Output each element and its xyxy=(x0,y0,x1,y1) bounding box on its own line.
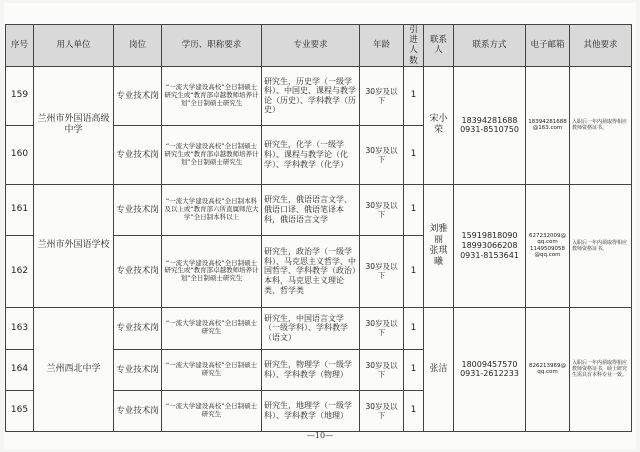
header-email: 电子邮箱 xyxy=(526,25,570,67)
row-no: 162 xyxy=(6,235,34,307)
table-header-row xyxy=(6,25,632,67)
count: 1 xyxy=(404,125,424,184)
header-major: 专业要求 xyxy=(262,25,360,67)
row-no: 164 xyxy=(6,349,34,390)
other-requirement: 入职后一年内须取得相应教师资格证书。 xyxy=(570,66,632,184)
age: 30岁及以下 xyxy=(360,184,404,235)
major-requirement: 研究生，地理学（一级学科）、学科教学（地理） xyxy=(262,390,360,431)
count: 1 xyxy=(404,307,424,349)
contact-email: 826213969@qq.com xyxy=(526,307,570,431)
contact-email: 18394281688@163.com xyxy=(526,66,570,184)
table-row xyxy=(6,66,632,125)
contact-person: 刘雅丽 张琪曦 xyxy=(424,184,454,307)
unit-name: 兰州西北中学 xyxy=(34,307,114,431)
row-no: 161 xyxy=(6,184,34,235)
contact-phone: 15919818090 18993066208 0931-8153641 xyxy=(454,184,526,307)
age: 30岁及以下 xyxy=(360,307,404,349)
post: 专业技术岗 xyxy=(114,125,162,184)
recruitment-table xyxy=(5,24,632,432)
edu-requirement: “一流大学建设高校”全日制硕士研究生 xyxy=(162,307,262,349)
row-no: 160 xyxy=(6,125,34,184)
count: 1 xyxy=(404,390,424,431)
major-requirement: 研究生，中国语言文学（一级学科）、学科教学（语文） xyxy=(262,307,360,349)
count: 1 xyxy=(404,184,424,235)
header-unit: 用人单位 xyxy=(34,25,114,67)
contact-person: 张洁 xyxy=(424,307,454,431)
count: 1 xyxy=(404,66,424,125)
table-row xyxy=(6,307,632,349)
header-contact: 联系人 xyxy=(424,25,454,67)
other-requirement: 入职后一年内须取得相应教师资格证书，硕士研究生需具有本科专业一致。 xyxy=(570,307,632,431)
contact-email: 627232009@qq.com 1149509058@qq.com xyxy=(526,184,570,307)
age: 30岁及以下 xyxy=(360,235,404,307)
edu-requirement: “一流大学建设高校”全日制硕士研究生 xyxy=(162,349,262,390)
other-requirement: 入职后一年内须取得相应教师资格证书。 xyxy=(570,184,632,307)
major-requirement: 研究生，历史学（一级学科）、中国史、课程与教学论（历史）、学科教学（历史） xyxy=(262,66,360,125)
page-number: —10— xyxy=(306,431,334,440)
row-no: 163 xyxy=(6,307,34,349)
count: 1 xyxy=(404,235,424,307)
row-no: 165 xyxy=(6,390,34,431)
edu-requirement: “一流大学建设高校”全日制硕士研究生或“教育部卓越教师培养计划”全日制硕士研究生 xyxy=(162,66,262,125)
header-other: 其他要求 xyxy=(570,25,632,67)
age: 30岁及以下 xyxy=(360,66,404,125)
major-requirement: 研究生，政治学（一级学科）、马克思主义哲学、中国哲学、学科教学（政治）本科，马克思主义理论类、哲学类 xyxy=(262,235,360,307)
post: 专业技术岗 xyxy=(114,390,162,431)
header-edu: 学历、职称要求 xyxy=(162,25,262,67)
header-phone: 联系方式 xyxy=(454,25,526,67)
contact-phone: 18394281688 0931-8510750 xyxy=(454,66,526,184)
post: 专业技术岗 xyxy=(114,235,162,307)
contact-person: 宋小荣 xyxy=(424,66,454,184)
edu-requirement: “一流大学建设高校”全日制本科及以上或“教育部六所直属师范大学”全日制本科以上 xyxy=(162,184,262,235)
header-post: 岗位 xyxy=(114,25,162,67)
age: 30岁及以下 xyxy=(360,349,404,390)
edu-requirement: “一流大学建设高校”全日制硕士研究生或“教育部卓越教师培养计划”全日制硕士研究生 xyxy=(162,125,262,184)
count: 1 xyxy=(404,349,424,390)
major-requirement: 研究生，化学（一级学科）、课程与教学论（化学）、学科教学（化学） xyxy=(262,125,360,184)
header-no: 序号 xyxy=(6,25,34,67)
unit-name: 兰州市外国语学校 xyxy=(34,184,114,307)
post: 专业技术岗 xyxy=(114,66,162,125)
edu-requirement: “一流大学建设高校”全日制硕士研究生 xyxy=(162,390,262,431)
contact-phone: 18009457570 0931-2612233 xyxy=(454,307,526,431)
post: 专业技术岗 xyxy=(114,184,162,235)
unit-name: 兰州市外国语高级中学 xyxy=(34,66,114,184)
edu-requirement: “一流大学建设高校”全日制硕士研究生或“教育部卓越教师培养计划”全日制硕士研究生 xyxy=(162,235,262,307)
age: 30岁及以下 xyxy=(360,125,404,184)
header-count: 引进人数 xyxy=(404,25,424,67)
row-no: 159 xyxy=(6,66,34,125)
post: 专业技术岗 xyxy=(114,307,162,349)
header-age: 年龄 xyxy=(360,25,404,67)
major-requirement: 研究生，俄语语言文学、俄语口译、俄语笔译本科，俄语语言文学 xyxy=(262,184,360,235)
post: 专业技术岗 xyxy=(114,349,162,390)
major-requirement: 研究生，物理学（一级学科）、学科教学（物理） xyxy=(262,349,360,390)
age: 30岁及以下 xyxy=(360,390,404,431)
table-row xyxy=(6,184,632,235)
